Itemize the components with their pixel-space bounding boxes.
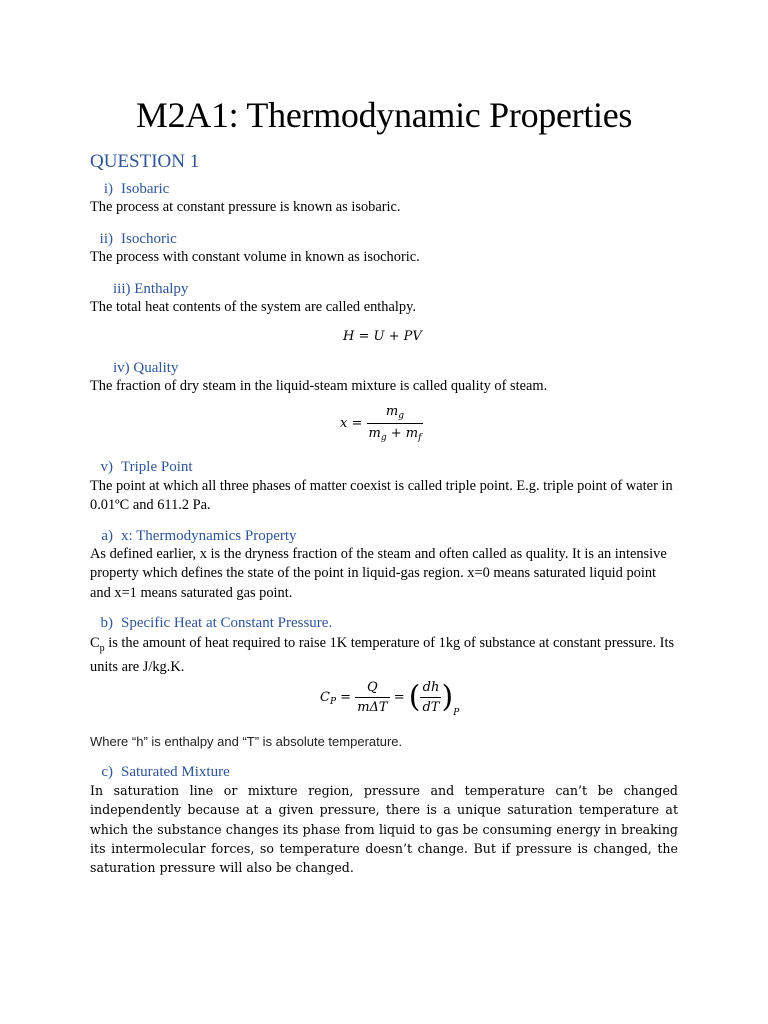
item-title: Isochoric (121, 231, 177, 247)
part-number: c) (101, 764, 113, 780)
part-heading-b (90, 614, 332, 632)
fraction-numerator: Q (367, 680, 378, 695)
item-number: i) (103, 181, 113, 197)
item-text-isochoric: The process with constant volume in known as isochoric. (90, 249, 420, 265)
item-heading-isochoric (90, 230, 177, 248)
fraction (355, 680, 389, 715)
item-text-enthalpy: The total heat contents of the system are called enthalpy. (90, 299, 416, 315)
part-title: x: Thermodynamics Property (121, 528, 297, 544)
equation-enthalpy: H = U + PV (343, 329, 422, 344)
item-heading-enthalpy: iii) Enthalpy (113, 281, 189, 297)
derivative-subscript: P (453, 708, 460, 718)
equation-lhs: $C_P$ = (320, 690, 352, 707)
fraction-denominator: mΔT (355, 697, 389, 715)
part-text-c: In saturation line or mixture region, pressure and temperature can’t be changed independently because at a given pressure, there is a unique saturation temperature at which the substance changes its phase from liquid to gas be consuming energy in breaking its intermolecular forces, so temperature doesn’t change. But if pressure is changed, the saturation pressure will also be changed. (90, 783, 678, 876)
equation-lhs: x = (340, 416, 363, 431)
item-heading-isobaric (90, 180, 169, 198)
derivative-denominator: dT (420, 697, 441, 715)
part-number: b) (100, 615, 113, 631)
fraction (367, 404, 424, 443)
part-heading-c (90, 763, 230, 781)
fraction-numerator: $m_g$ (385, 404, 404, 421)
equals-sign: = (393, 690, 405, 705)
item-number: v) (100, 459, 113, 475)
page-title: M2A1: Thermodynamic Properties (135, 95, 633, 135)
part-number: a) (101, 528, 113, 544)
equation-specific-heat (320, 680, 459, 718)
equation-note: Where “h” is enthalpy and “T” is absolute temperature. (90, 734, 403, 749)
item-title: Isobaric (121, 181, 170, 197)
item-text-quality: The fraction of dry steam in the liquid-steam mixture is called quality of steam. (90, 378, 548, 394)
part-title: Specific Heat at Constant Pressure. (121, 615, 333, 631)
item-heading-triple-point (90, 458, 193, 476)
fraction-denominator: $m_g + m_f$ (367, 423, 424, 443)
part-title: Saturated Mixture (121, 764, 230, 780)
equation-quality (340, 404, 423, 443)
part-text-a: As defined earlier, x is the dryness fraction of the steam and often called as quality. It is an intensive property which defines the state of the point in liquid-gas region. x=0 means saturated liquid point and x=1 means saturated gas point. (90, 546, 667, 601)
item-heading-quality: iv) Quality (113, 360, 179, 376)
question-heading: QUESTION 1 (90, 151, 200, 172)
derivative-fraction (420, 680, 441, 715)
right-paren: ) (441, 679, 454, 715)
item-number: ii) (99, 231, 113, 247)
item-title: Triple Point (121, 459, 193, 475)
item-text-triple-point: The point at which all three phases of matter coexist is called triple point. E.g. triple point of water in 0.01ºC and 611.2 Pa. (90, 478, 673, 514)
item-text-isobaric: The process at constant pressure is known as isobaric. (90, 199, 401, 215)
left-paren: ( (408, 679, 421, 715)
part-heading-a (90, 527, 297, 545)
part-text-b: $C_p$ is the amount of heat required to raise 1K temperature of 1kg of substance at constant pressure. Its units are J/kg.K. (90, 635, 675, 676)
derivative-numerator: dh (422, 680, 440, 695)
